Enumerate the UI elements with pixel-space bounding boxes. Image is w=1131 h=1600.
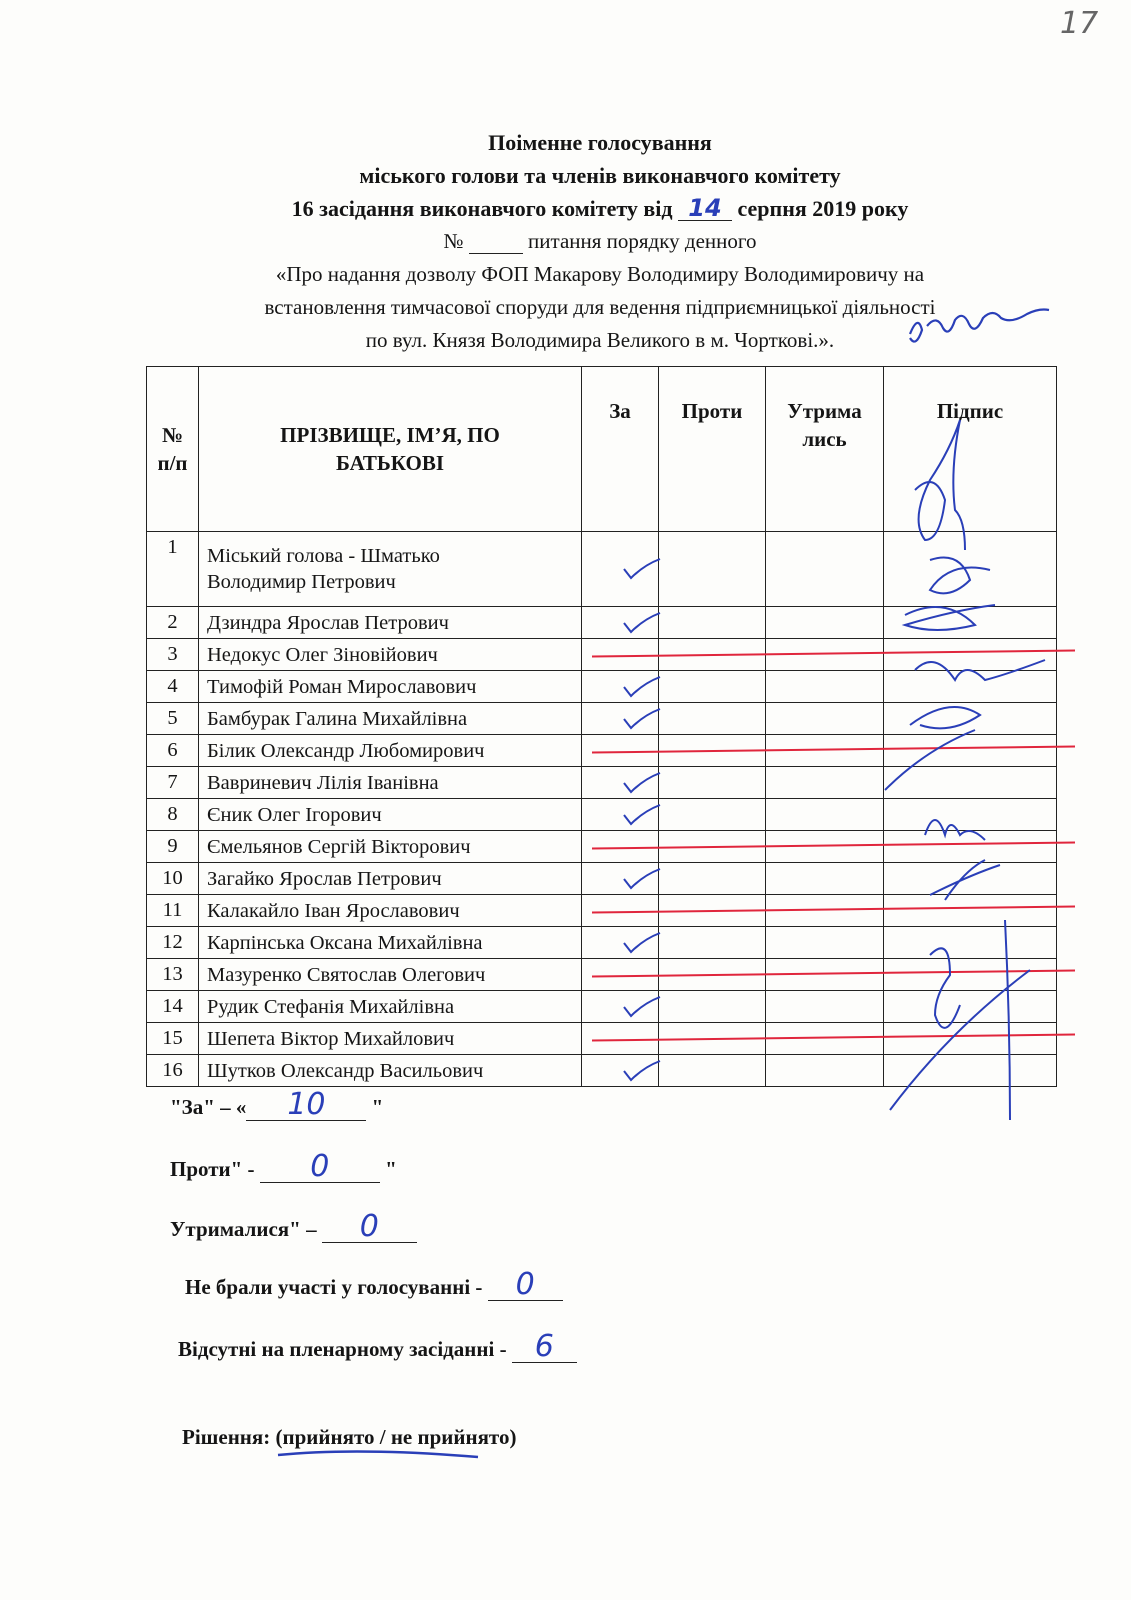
member-name: Рудик Стефанія Михайлівна [199, 991, 582, 1023]
vote-abstained-cell [766, 532, 884, 607]
col-against-header: Проти [659, 367, 766, 532]
vote-against-cell [659, 671, 766, 703]
decision-underline [276, 1443, 486, 1463]
vote-against-cell [659, 735, 766, 767]
member-name: Недокус Олег Зіновійович [199, 639, 582, 671]
vote-against-cell [659, 863, 766, 895]
table-row [147, 532, 1057, 607]
row-number: 5 [147, 703, 199, 735]
vote-for-cell [582, 703, 659, 735]
vote-for-cell [582, 1023, 659, 1055]
table-row [147, 927, 1057, 959]
signature-cell [884, 799, 1057, 831]
title-line-2: міського голови та членів виконавчого комітету [359, 163, 841, 188]
vote-abstained-cell [766, 735, 884, 767]
row-number: 1 [147, 532, 199, 607]
vote-against-cell [659, 532, 766, 607]
signature-cell [884, 959, 1057, 991]
title-line-3 [150, 192, 1050, 225]
vote-for-cell [582, 959, 659, 991]
member-name: Тимофій Роман Мирославович [199, 671, 582, 703]
row-number: 15 [147, 1023, 199, 1055]
vote-for-cell [582, 671, 659, 703]
agenda-number-sign: № [443, 229, 464, 253]
summary-for-value: 10 [246, 1090, 366, 1121]
summary-against-label: Проти" - [170, 1157, 255, 1181]
check-mark-icon [622, 707, 662, 731]
vote-abstained-cell [766, 607, 884, 639]
vote-for-cell [582, 927, 659, 959]
member-name: Карпінська Оксана Михайлівна [199, 927, 582, 959]
session-month-year: серпня 2019 року [737, 196, 909, 221]
summary-against-value: 0 [260, 1152, 380, 1183]
table-row [147, 863, 1057, 895]
member-name: Вавриневич Лілія Іванівна [199, 767, 582, 799]
summary-absent-label: Відсутні на пленарному засіданні - [178, 1337, 507, 1361]
table-row [147, 895, 1057, 927]
signature-cell [884, 532, 1057, 607]
summary-absent-value: 6 [512, 1332, 577, 1363]
member-name: Бамбурак Галина Михайлівна [199, 703, 582, 735]
summary-for-end: " [371, 1095, 384, 1119]
check-mark-icon [622, 557, 662, 581]
vote-against-cell [659, 895, 766, 927]
row-number: 4 [147, 671, 199, 703]
vote-against-cell [659, 927, 766, 959]
table-row [147, 639, 1057, 671]
member-name: Загайко Ярослав Петрович [199, 863, 582, 895]
vote-abstained-cell [766, 1023, 884, 1055]
vote-for-cell [582, 1055, 659, 1087]
row-number: 12 [147, 927, 199, 959]
member-name: Мазуренко Святослав Олегович [199, 959, 582, 991]
table-row [147, 799, 1057, 831]
vote-against-cell [659, 639, 766, 671]
vote-for-cell [582, 607, 659, 639]
vote-abstained-cell [766, 959, 884, 991]
member-name: Дзиндра Ярослав Петрович [199, 607, 582, 639]
summary-against-end: " [385, 1157, 397, 1181]
table-row [147, 1023, 1057, 1055]
row-number: 13 [147, 959, 199, 991]
col-number-header: № п/п [147, 367, 199, 532]
summary-against [170, 1149, 397, 1184]
check-mark-icon [622, 675, 662, 699]
member-name-line-1: Міський голова - Шматько [207, 545, 440, 567]
summary-abstained [170, 1209, 417, 1244]
handwritten-note [905, 304, 1060, 346]
member-name [199, 532, 582, 607]
col-signature-header: Підпис [884, 367, 1057, 532]
vote-abstained-cell [766, 799, 884, 831]
decision-label: Рішення: [182, 1425, 271, 1449]
session-label: 16 засідання виконавчого комітету від [291, 196, 673, 221]
table-row [147, 831, 1057, 863]
check-mark-icon [622, 995, 662, 1019]
agenda-number-field [469, 229, 523, 254]
table-row [147, 959, 1057, 991]
member-name: Калакайло Іван Ярославович [199, 895, 582, 927]
agenda-number-line [150, 225, 1050, 258]
vote-abstained-cell [766, 703, 884, 735]
summary-absent [178, 1329, 577, 1364]
check-mark-icon [622, 867, 662, 891]
summary-abstained-value: 0 [322, 1212, 417, 1243]
vote-abstained-cell [766, 767, 884, 799]
vote-against-cell [659, 1055, 766, 1087]
member-name: Білик Олександр Любомирович [199, 735, 582, 767]
handwritten-note-scribble [905, 304, 1060, 346]
vote-against-cell [659, 703, 766, 735]
signature-cell [884, 607, 1057, 639]
member-name: Шепета Віктор Михайлович [199, 1023, 582, 1055]
summary-not-voted-label: Не брали участі у голосуванні - [185, 1275, 483, 1299]
decision-options [276, 1425, 517, 1449]
vote-for-cell [582, 799, 659, 831]
member-name: Шутков Олександр Васильович [199, 1055, 582, 1087]
signature-cell [884, 1055, 1057, 1087]
page-number: 17 [1060, 6, 1099, 41]
signature-cell [884, 767, 1057, 799]
vote-for-cell [582, 735, 659, 767]
col-for-header: За [582, 367, 659, 532]
vote-against-cell [659, 607, 766, 639]
agenda-label: питання порядку денного [528, 229, 757, 253]
agenda-title-line-2: встановлення тимчасової споруди для ведення підприємницької діяльності [264, 295, 936, 319]
vote-abstained-cell [766, 927, 884, 959]
decision [182, 1425, 516, 1450]
vote-abstained-cell [766, 863, 884, 895]
vote-abstained-cell [766, 1055, 884, 1087]
summary-abstained-label: Утрималися" – [170, 1217, 317, 1241]
vote-for-cell [582, 831, 659, 863]
signature-cell [884, 1023, 1057, 1055]
row-number: 2 [147, 607, 199, 639]
row-number: 8 [147, 799, 199, 831]
row-number: 14 [147, 991, 199, 1023]
voting-table [146, 366, 1057, 1087]
vote-abstained-cell [766, 671, 884, 703]
table-row [147, 991, 1057, 1023]
title-line-1: Поіменне голосування [488, 130, 712, 155]
signature-cell [884, 991, 1057, 1023]
vote-against-cell [659, 831, 766, 863]
vote-against-cell [659, 1023, 766, 1055]
col-abstained-header: Утрима лись [766, 367, 884, 532]
vote-for-cell [582, 532, 659, 607]
table-row [147, 607, 1057, 639]
row-number: 3 [147, 639, 199, 671]
vote-abstained-cell [766, 895, 884, 927]
signature-cell [884, 831, 1057, 863]
member-name: Єник Олег Ігорович [199, 799, 582, 831]
vote-against-cell [659, 991, 766, 1023]
summary-not-voted-value: 0 [488, 1270, 563, 1301]
vote-abstained-cell [766, 991, 884, 1023]
col-name-header: ПРІЗВИЩЕ, ІМ’Я, ПО БАТЬКОВІ [199, 367, 582, 532]
table-row [147, 671, 1057, 703]
session-date-field: 14 [678, 196, 732, 221]
table-row [147, 767, 1057, 799]
row-number: 16 [147, 1055, 199, 1087]
agenda-title-line-1: «Про надання дозволу ФОП Макарову Володимиру Володимировичу на [275, 262, 925, 286]
signature-cell [884, 895, 1057, 927]
check-mark-icon [622, 1059, 662, 1083]
vote-against-cell [659, 959, 766, 991]
vote-for-cell [582, 895, 659, 927]
vote-for-cell [582, 863, 659, 895]
check-mark-icon [622, 771, 662, 795]
decision-options-text: (прийнято / не прийнято) [275, 1425, 517, 1449]
check-mark-icon [622, 931, 662, 955]
check-mark-icon [622, 803, 662, 827]
signature-cell [884, 735, 1057, 767]
row-number: 9 [147, 831, 199, 863]
summary-not-voted [185, 1267, 563, 1302]
check-mark-icon [622, 611, 662, 635]
vote-for-cell [582, 639, 659, 671]
vote-for-cell [582, 991, 659, 1023]
vote-for-cell [582, 767, 659, 799]
table-row [147, 1055, 1057, 1087]
vote-against-cell [659, 799, 766, 831]
summary-for-label: "За" – « [170, 1095, 247, 1119]
row-number: 6 [147, 735, 199, 767]
signature-cell [884, 703, 1057, 735]
vote-abstained-cell [766, 831, 884, 863]
summary-for [170, 1087, 384, 1122]
signature-cell [884, 863, 1057, 895]
row-number: 10 [147, 863, 199, 895]
table-row [147, 703, 1057, 735]
signature-cell [884, 927, 1057, 959]
signature-cell [884, 671, 1057, 703]
row-number: 7 [147, 767, 199, 799]
vote-against-cell [659, 767, 766, 799]
signature-cell [884, 639, 1057, 671]
table-row [147, 735, 1057, 767]
row-number: 11 [147, 895, 199, 927]
vote-abstained-cell [766, 639, 884, 671]
member-name: Ємельянов Сергій Вікторович [199, 831, 582, 863]
agenda-title-line-3: по вул. Князя Володимира Великого в м. Чорткові.». [365, 328, 835, 352]
table-header-row [147, 367, 1057, 532]
member-name-line-2: Володимир Петрович [207, 571, 396, 593]
